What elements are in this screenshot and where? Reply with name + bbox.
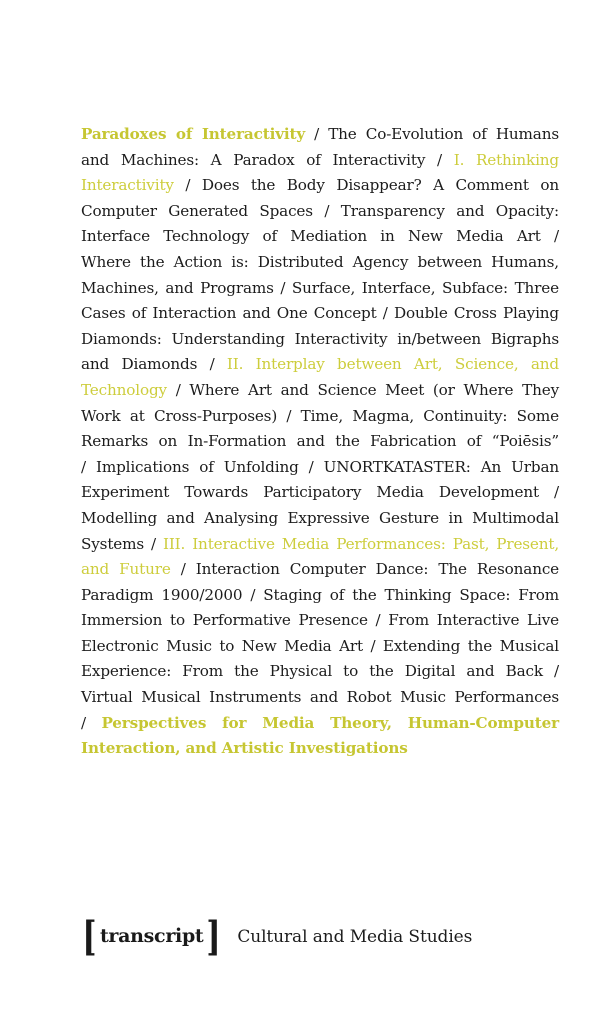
toc-line xyxy=(81,608,559,634)
toc-text: Remarks on In-Formation and the Fabrication of “Poiēsis” xyxy=(81,432,559,451)
toc-line xyxy=(81,199,559,225)
toc-line xyxy=(81,327,559,353)
toc-text: Modelling and Analysing Expressive Gesture in Multimodal xyxy=(81,508,559,527)
toc-part-title: II. Interplay between Art, Science, and xyxy=(226,355,559,374)
toc-line xyxy=(81,404,559,430)
toc-line xyxy=(81,173,559,199)
toc-line xyxy=(81,659,559,685)
toc-text: / The Co-Evolution of Humans xyxy=(305,125,559,143)
logo-wordmark: transcript xyxy=(99,925,204,947)
toc-line xyxy=(81,557,559,583)
toc-text: / Where Art and Science Meet (or Where They xyxy=(166,380,559,399)
toc-text: / xyxy=(81,713,102,732)
toc-text: Experience: From the Physical to the Digital and Back / xyxy=(81,662,559,681)
toc-line xyxy=(81,685,559,711)
toc-line xyxy=(81,276,559,302)
toc-line xyxy=(81,352,559,378)
toc-line xyxy=(81,122,559,148)
toc-part-title: and Future xyxy=(81,560,171,579)
toc-line xyxy=(81,736,559,762)
toc-line xyxy=(81,480,559,506)
toc-text: Systems / xyxy=(81,534,163,553)
toc-text: / Does the Body Disappear? A Comment on xyxy=(173,176,559,195)
toc-line xyxy=(81,711,559,737)
toc-section-title-bold: Interaction, and Artistic Investigations xyxy=(81,739,408,758)
toc-line xyxy=(81,634,559,660)
toc-line xyxy=(81,250,559,276)
toc-part-title: I. Rethinking xyxy=(453,150,559,169)
toc-line xyxy=(81,224,559,250)
toc-text: Work at Cross-Purposes) / Time, Magma, Continuity: Some xyxy=(81,406,559,425)
table-of-contents xyxy=(81,122,559,762)
toc-part-title: Interactivity xyxy=(81,176,174,195)
toc-line xyxy=(81,429,559,455)
toc-section-title-bold: Perspectives for Media Theory, Human-Computer xyxy=(101,713,559,732)
toc-text: Interface Technology of Mediation in New Media Art / xyxy=(81,227,559,246)
toc-text: Virtual Musical Instruments and Robot Music Performances xyxy=(81,688,559,707)
logo-left-bracket: [ xyxy=(82,913,97,960)
toc-part-title: III. Interactive Media Performances: Past, Present, xyxy=(162,534,560,553)
toc-text: and Diamonds / xyxy=(81,355,227,374)
toc-text: / Implications of Unfolding / UNORTKATASTER: An Urban xyxy=(81,457,560,476)
toc-text: Where the Action is: Distributed Agency between Humans, xyxy=(81,252,559,271)
toc-line xyxy=(81,506,559,532)
toc-section-title-bold: Paradoxes of Interactivity xyxy=(81,125,306,143)
toc-text: Machines, and Programs / Surface, Interface, Subface: Three xyxy=(81,278,559,297)
toc-line xyxy=(81,583,559,609)
toc-text: Computer Generated Spaces / Transparency and Opacity: xyxy=(81,201,560,220)
toc-text: Diamonds: Understanding Interactivity in/between Bigraphs xyxy=(81,329,559,348)
logo-right-bracket: ] xyxy=(206,913,221,960)
footer xyxy=(80,913,473,960)
toc-part-title: Technology xyxy=(81,380,167,399)
toc-line xyxy=(81,455,559,481)
toc-text: Cases of Interaction and One Concept / Double Cross Playing xyxy=(81,304,559,323)
toc-line xyxy=(81,301,559,327)
toc-line xyxy=(81,148,559,174)
toc-line xyxy=(81,532,559,558)
toc-text: Electronic Music to New Media Art / Extending the Musical xyxy=(81,636,559,655)
series-title: Cultural and Media Studies xyxy=(237,927,473,947)
toc-text: Immersion to Performative Presence / From Interactive Live xyxy=(81,611,559,630)
publisher-logo xyxy=(80,913,223,960)
toc-text: Experiment Towards Participatory Media Development / xyxy=(81,483,559,502)
toc-text: and Machines: A Paradox of Interactivity / xyxy=(81,150,454,169)
toc-line xyxy=(81,378,559,404)
toc-text: / Interaction Computer Dance: The Resonance xyxy=(170,560,560,579)
toc-text: Paradigm 1900/2000 / Staging of the Thinking Space: From xyxy=(81,585,559,604)
